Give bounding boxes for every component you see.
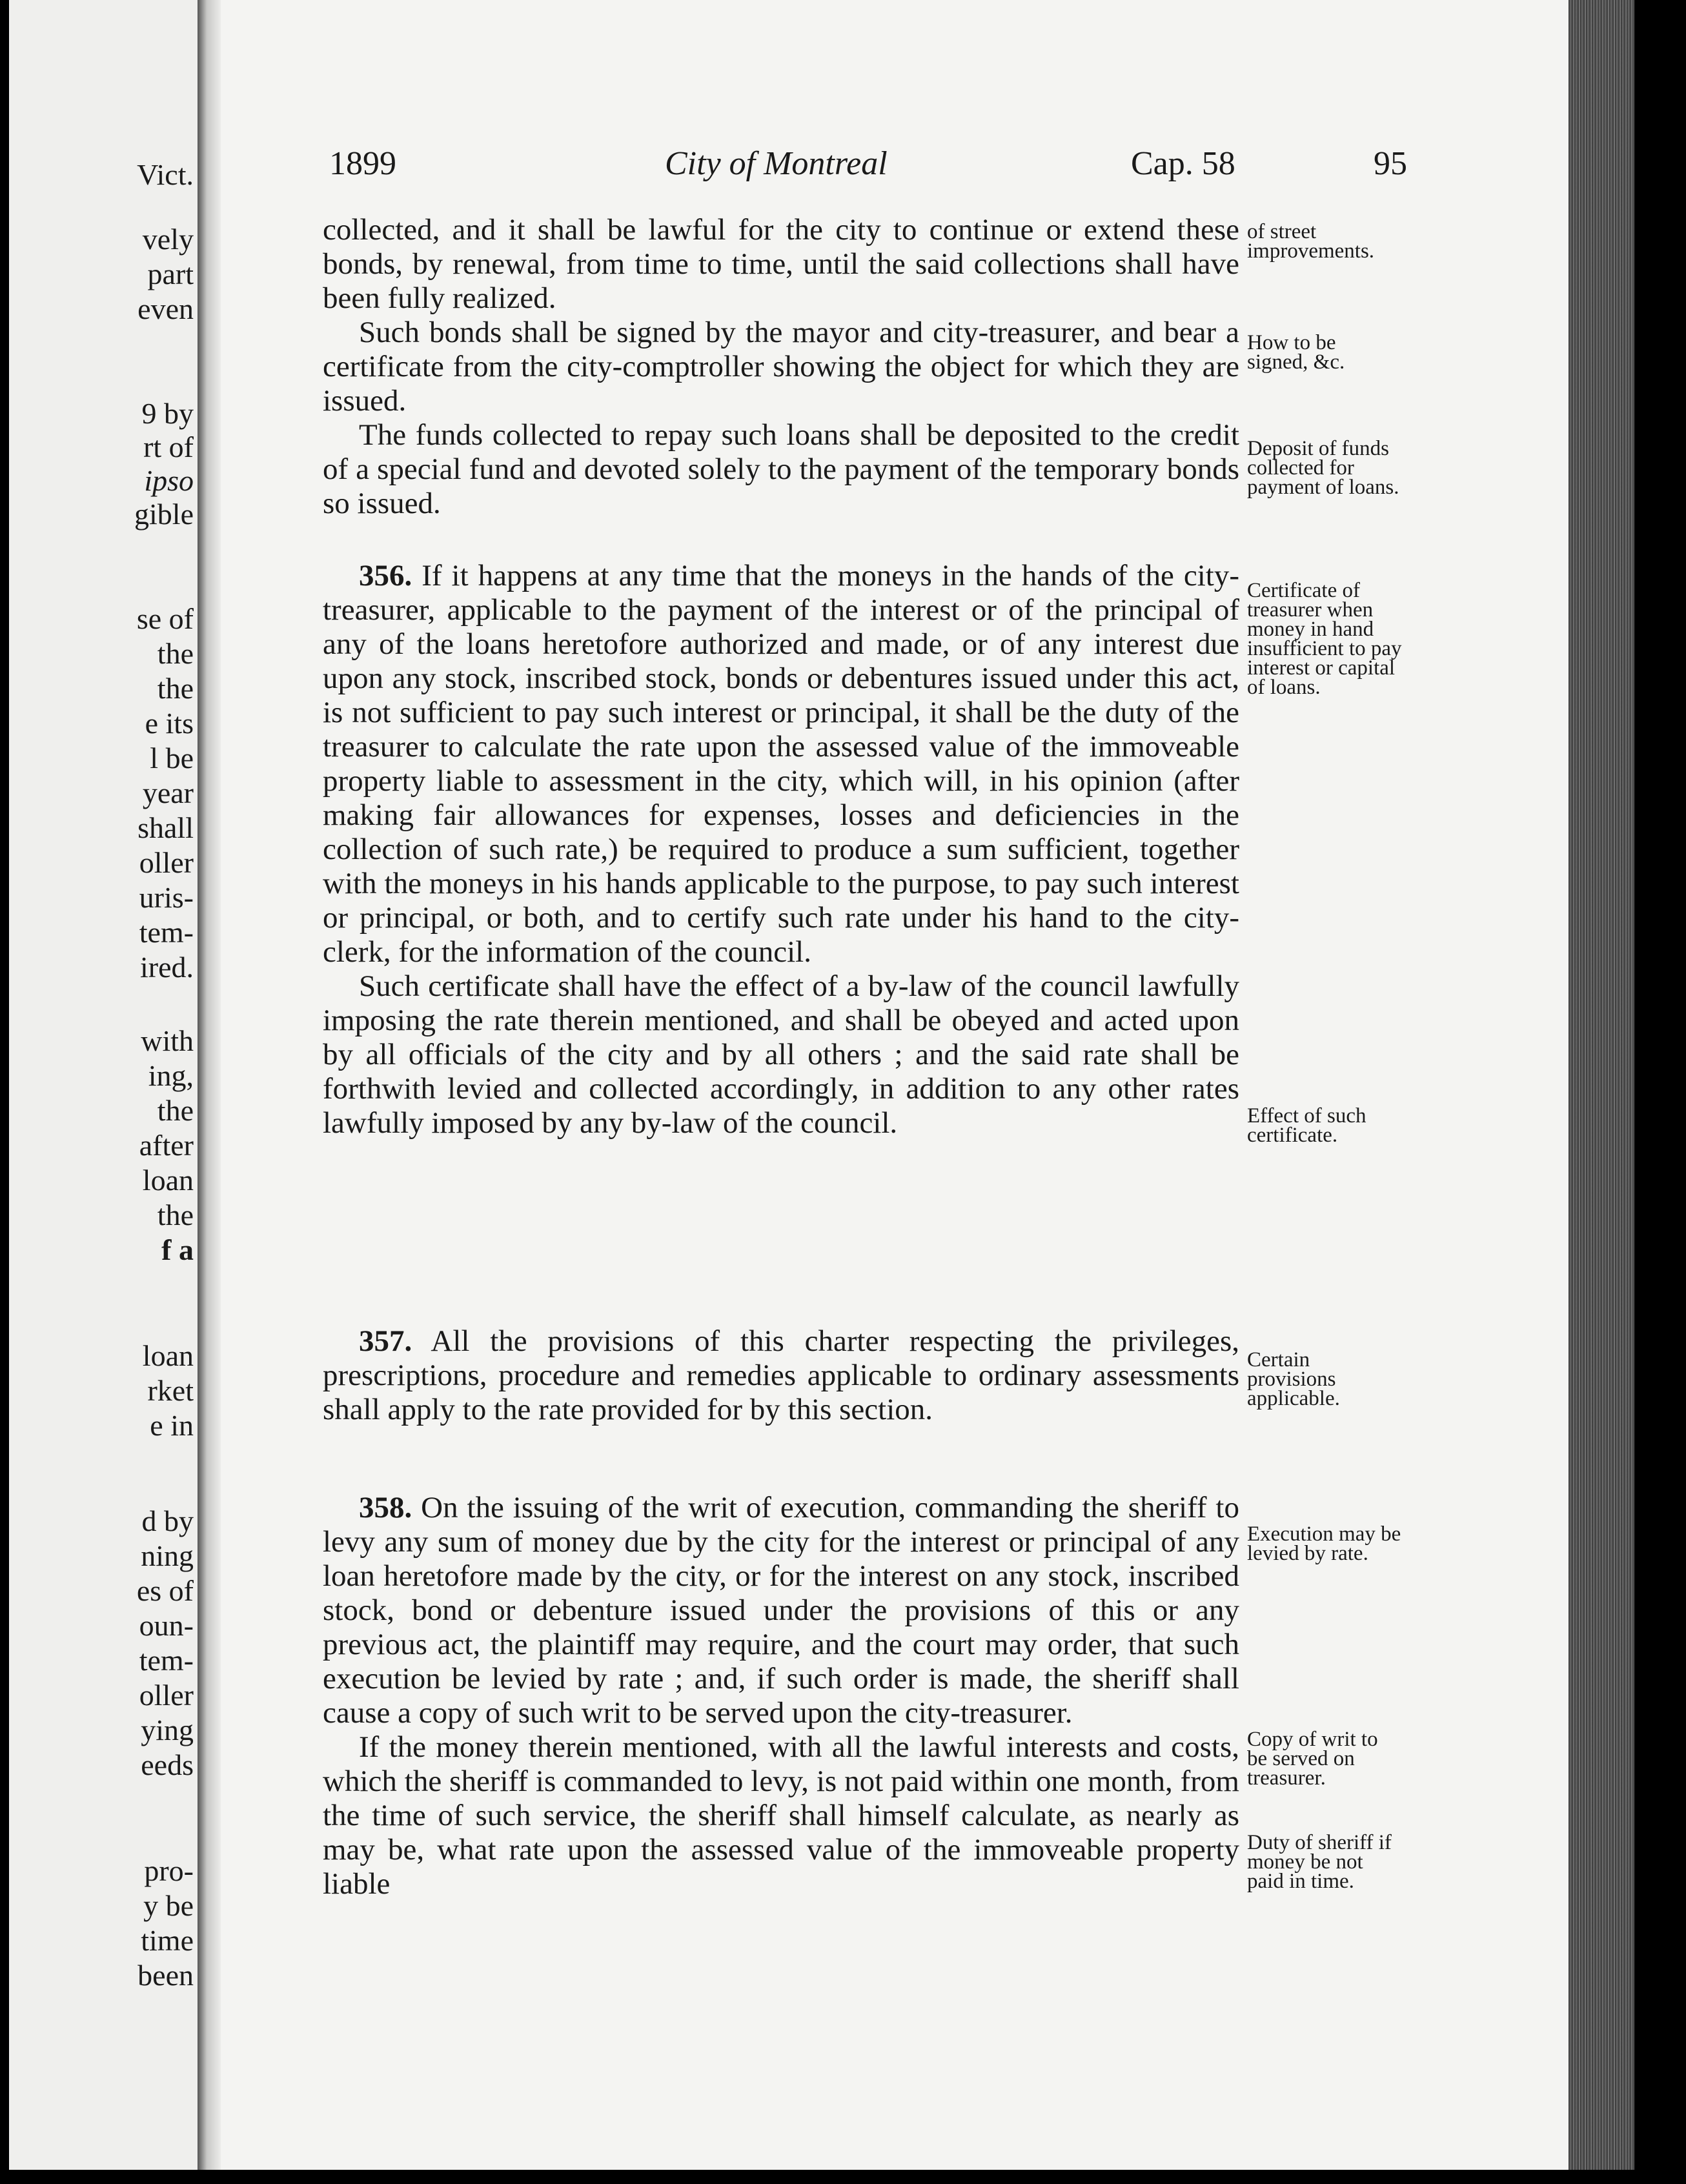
facing-line: ired.	[139, 951, 194, 984]
facing-line: oller	[139, 1679, 194, 1712]
facing-line: ipso	[144, 464, 194, 497]
facing-line: se of	[136, 602, 194, 635]
facing-line: tem-	[139, 916, 194, 949]
margin-note: Copy of writ to be served on treasurer.	[1247, 1728, 1378, 1790]
paragraph	[323, 1491, 1239, 1730]
paragraph-text: If it happens at any time that the moneys in the hands of the city-treasurer, applicable to the payment of the interest or of the principal of any of the loans heretofore authorized and made, or of any interest due upon any stock, inscribed stock, bonds or debentures issued under this act, is not sufficient to pay such interest or principal, it shall be the duty of the treasurer to calculate the rate upon the assessed value of the immoveable property liable to assessment in the city, which will, in his opinion (after making fair allowances for expenses, losses and deficiencies in the collection of such rate,) be required to produce a sum sufficient, together with the moneys in his hands applicable to the purpose, to pay such interest or principal, or both, and to certify such rate under his hand to the city-clerk, for the information of the council.	[323, 559, 1240, 969]
scan-border-right	[1634, 0, 1686, 2184]
facing-line: rket	[147, 1374, 194, 1407]
facing-line: e its	[145, 707, 194, 740]
facing-line: ning	[141, 1539, 194, 1572]
facing-line: l be	[150, 742, 194, 774]
facing-line: after	[139, 1129, 194, 1162]
margin-note: Deposit of funds collected for payment of loans.	[1247, 437, 1399, 499]
margin-note: Duty of sheriff if money be not paid in time.	[1247, 1831, 1392, 1893]
facing-line: vely	[142, 223, 194, 256]
facing-line: Vict.	[137, 158, 194, 191]
facing-line: the	[157, 1094, 194, 1127]
margin-note: How to be signed, &c.	[1247, 331, 1345, 374]
facing-line: 9 by	[141, 397, 194, 430]
section-number: 358.	[359, 1491, 412, 1524]
facing-line: the	[157, 637, 194, 670]
facing-line: time	[141, 1924, 194, 1957]
facing-line: gible	[134, 498, 194, 531]
facing-line: year	[142, 776, 194, 809]
section-number: 357.	[359, 1324, 412, 1358]
margin-note: Certificate of treasurer when money in hand insufficient to pay interest or capital of loans.	[1247, 579, 1402, 699]
page-number: 95	[1374, 145, 1407, 182]
paragraph: If the money therein mentioned, with all the lawful interests and costs, which the sheriff is commanded to levy, is not paid within one month, from the time of such service, the sheriff shall himself calculate, as nearly as may be, what rate upon the assessed value of the immoveable property liable	[323, 1730, 1239, 1901]
facing-line: ying	[141, 1714, 194, 1746]
paragraph: Such certificate shall have the effect of a by-law of the council lawfully imposing the rate therein mentioned, and shall be obeyed and acted upon by all officials of the city and by all others ; and the said rate shall be forthwith levied and collected accordingly, in addition to any other rates lawfully imposed by any by-law of the council.	[323, 969, 1239, 1140]
running-head-title: City of Montreal	[665, 145, 888, 182]
facing-line: e in	[150, 1409, 194, 1442]
facing-line: eeds	[141, 1748, 194, 1781]
paragraph-text: All the provisions of this charter respecting the privileges, prescriptions, procedure and remedies applicable to ordinary assessments shall apply to the rate provided for by this section.	[323, 1324, 1239, 1426]
facing-line: loan	[142, 1339, 194, 1372]
page-edges	[1569, 0, 1634, 2170]
facing-line: been	[137, 1959, 194, 1992]
paragraph: collected, and it shall be lawful for the city to continue or extend these bonds, by renewal, from time to time, until the said collections shall have been fully realized.	[323, 213, 1239, 315]
section-number: 356.	[359, 559, 412, 592]
section-358	[323, 1491, 1239, 1901]
scan-border-bottom	[0, 2170, 1686, 2184]
section-356	[323, 559, 1239, 1140]
facing-line: part	[147, 258, 194, 290]
running-head-year: 1899	[329, 145, 396, 182]
facing-line: the	[157, 672, 194, 705]
paragraph: Such bonds shall be signed by the mayor and city-treasurer, and bear a certificate from the city-comptroller showing the object for which they are issued.	[323, 316, 1239, 418]
margin-note: Execution may be levied by rate.	[1247, 1522, 1401, 1565]
margin-note: Certain provisions applicable.	[1247, 1348, 1340, 1410]
paragraph	[323, 559, 1239, 969]
facing-line: oun-	[139, 1609, 194, 1642]
facing-line: ing,	[148, 1059, 194, 1092]
section-357	[323, 1324, 1239, 1427]
facing-line: loan	[142, 1164, 194, 1197]
scan-border-left	[0, 0, 9, 2184]
facing-line: es of	[136, 1574, 194, 1607]
facing-line: even	[137, 292, 194, 325]
facing-page-fragment	[9, 0, 198, 2170]
margin-note: Effect of such certificate.	[1247, 1104, 1366, 1147]
facing-line: f a	[161, 1233, 194, 1266]
book-gutter	[198, 0, 221, 2170]
facing-line: with	[141, 1024, 194, 1057]
running-head-chapter: Cap. 58	[1131, 145, 1235, 182]
facing-line: shall	[137, 811, 194, 844]
facing-line: pro-	[144, 1854, 194, 1887]
paragraph-block	[323, 213, 1239, 521]
margin-note: of street improvements.	[1247, 220, 1375, 263]
facing-line: rt of	[143, 430, 194, 463]
facing-line: tem-	[139, 1644, 194, 1677]
paragraph-text: On the issuing of the writ of execution, commanding the sheriff to levy any sum of money due by the city for the interest or principal of any loan heretofore made by the city, or for the interest on any stock, inscribed stock, bond or debenture issued under the provisions of this or any previous act, the plaintiff may require, and the court may order, that such execution be levied by rate ; and, if such order is made, the sheriff shall cause a copy of such writ to be served upon the city-treasurer.	[323, 1491, 1239, 1730]
facing-line: d by	[141, 1504, 194, 1537]
paragraph	[323, 1324, 1239, 1427]
facing-line: y be	[143, 1889, 194, 1922]
paragraph: The funds collected to repay such loans shall be deposited to the credit of a special fund and devoted solely to the payment of the temporary bonds so issued.	[323, 418, 1239, 520]
facing-line: oller	[139, 846, 194, 879]
facing-line: the	[157, 1198, 194, 1231]
facing-line: uris-	[139, 881, 194, 914]
